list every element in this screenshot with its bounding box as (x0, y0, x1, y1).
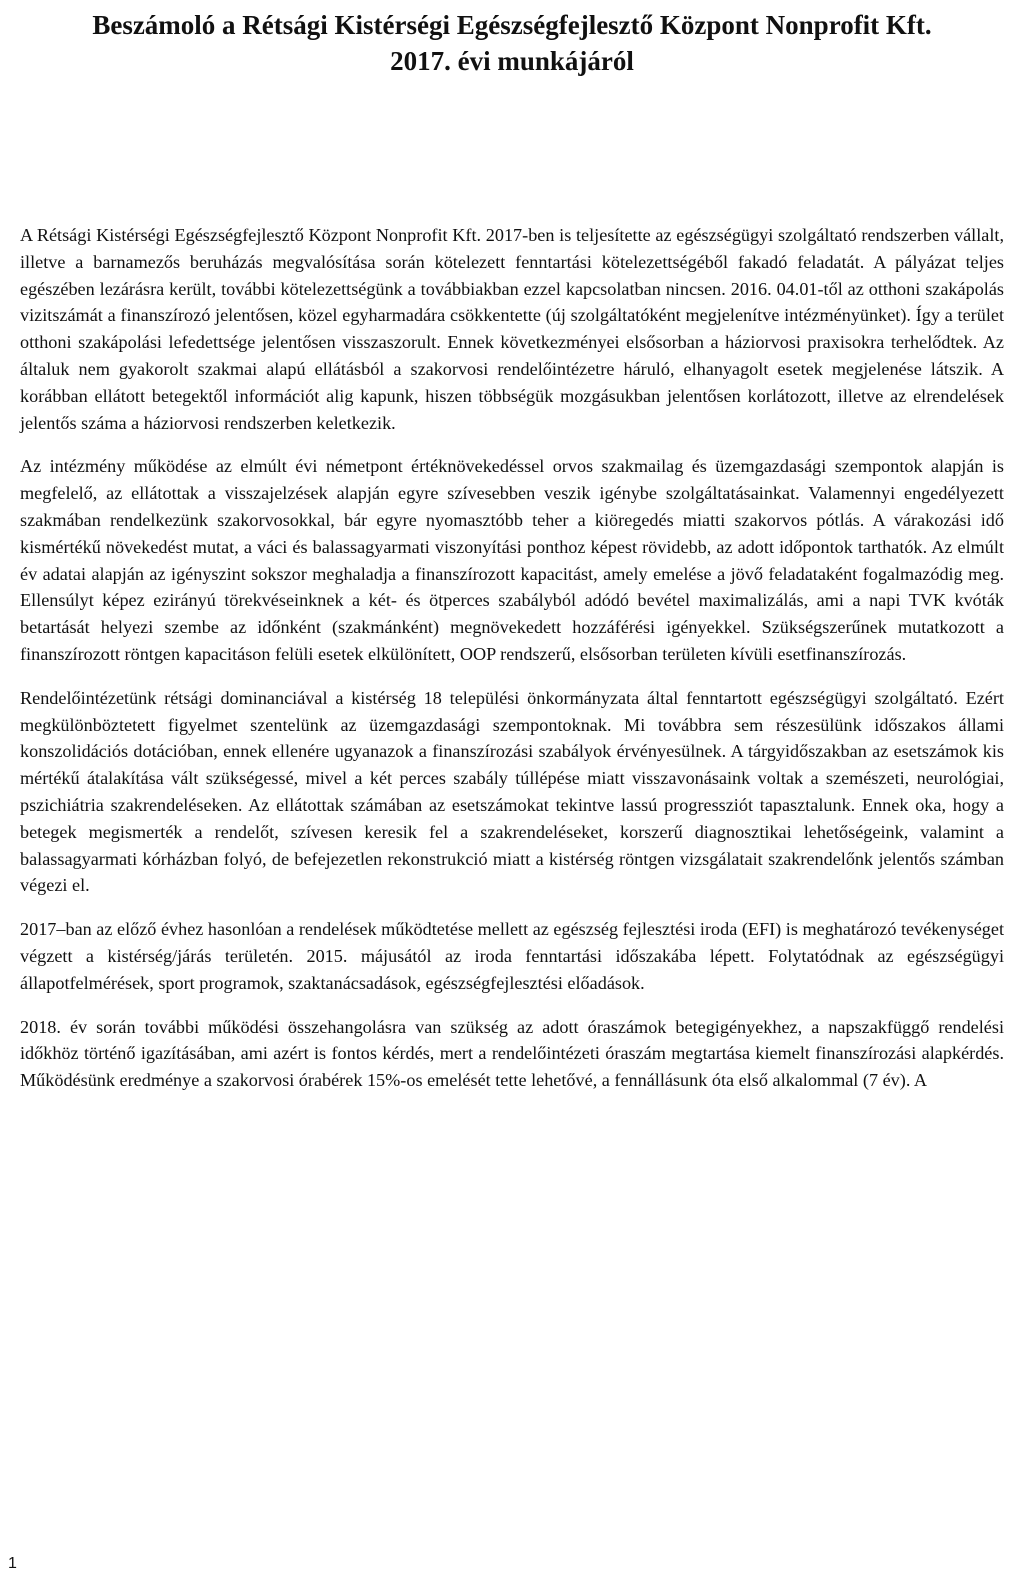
paragraph-2: Az intézmény működése az elmúlt évi németpont értéknövekedéssel orvos szakmailag és üzemgazdasági szempontok alapján is megfelelő, az ellátottak a visszajelzések alapján egyre szívesebben veszik igénybe szolgáltatásainkat. Valamennyi engedélyezett szakmában rendelkezünk szakorvosokkal, bár egyre nyomasztóbb teher a kiöregedés miatti szakorvos pótlás. A várakozási idő kismértékű növekedést mutat, a váci és balassagyarmati viszonyítási ponthoz képest rövidebb, az adott időpontok tarthatók. Az elmúlt év adatai alapján az igényszint sokszor meghaladja a finanszírozott kapacitást, amely emelése a jövő feladataként fogalmazódig meg. Ellensúlyt képez ezirányú törekvéseinknek a két- és ötperces szabályból adódó bevétel maximalizálás, ami a napi TVK kvóták betartását helyezi szembe az időnként (szakmánként) megnövekedett hozzáférési igényekkel. Szükségszerűnek mutatkozott a finanszírozott röntgen kapacitáson felüli esetek elkülönített, OOP rendszerű, elsősorban területen kívüli esetfinanszírozás. (20, 456, 1004, 664)
page-number: 1 (8, 1555, 17, 1572)
paragraph-3: Rendelőintézetünk rétsági dominanciával a kistérség 18 települési önkormányzata által fenntartott egészségügyi szolgáltató. Ezért megkülönböztetett figyelmet szentelünk az üzemgazdasági szempontoknak. Mi továbbra sem részesülünk időszakos állami konszolidációs dotációban, ennek ellenére ugyanazok a finanszírozási szabályok érvényesülnek. A tárgyidőszakban az esetszámok kis mértékű átalakítása vált szükségessé, mivel a két perces szabály túllépése miatt visszavonásaink voltak a szemészeti, neurológiai, pszichiátria szakrendeléseken. Az ellátottak számában az esetszámokat tekintve lassú progressziót tapasztalunk. Ennek oka, hogy a betegek megismerték a rendelőt, szívesen keresik fel a szakrendeléseket, korszerű diagnosztikai lehetőségeink, valamint a balassagyarmati kórházban folyó, de befejezetlen rekonstrukció miatt a kistérség röntgen vizsgálatait szakrendelőnk jelentős számban végezi el. (20, 687, 1004, 896)
paragraph-1: A Rétsági Kistérségi Egészségfejlesztő Központ Nonprofit Kft. 2017-ben is teljesítette az egészségügyi szolgáltató rendszerben vállalt, illetve a barnamezős beruházás megvalósítása során kötelezett fenntartási kötelezettségéből fakadó feladatát. A pályázat teljes egészében lezárásra került, további kötelezettségünk a továbbiakban ezzel kapcsolatban nincsen. 2016. 04.01-től az otthoni szakápolás vizitszámát a finanszírozó jelentősen, közel egyharmadára csökkentette (új szolgáltatóként megjelenítve intézményünket). Így a terület otthoni szakápolási lefedettsége jelentősen visszaszorult. Ennek következményei elsősorban a háziorvosi praxisokra terhelődtek. Az általuk nem gyakorolt szakmai alapú ellátásból a szakorvosi rendelőintézetre háruló, elhanyagolt esetek megjelenése látszik. A korábban ellátott betegektől információt alig kapunk, hiszen többségük mozgásukban jelentősen korlátozott, illetve az elrendelések jelentős száma a háziorvosi rendszerben keletkezik. (20, 225, 1004, 433)
document-title-line-1: Beszámoló a Rétsági Kistérségi Egészségfejlesztő Központ Nonprofit Kft. (92, 10, 932, 40)
paragraph-5: 2018. év során további működési összehangolásra van szükség az adott óraszámok betegigényekhez, a napszakfüggő rendelési időkhöz történő igazításában, ami azért is fontos kérdés, mert a rendelőintézeti óraszám megtartása kiemelt finanszírozási alapkérdés. Működésünk eredménye a szakorvosi órabérek 15%-os emelését tette lehetővé, a fennállásunk óta első alkalommal (7 év). A (20, 1016, 1004, 1091)
paragraph-4: 2017–ban az előző évhez hasonlóan a rendelések működtetése mellett az egészség fejlesztési iroda (EFI) is meghatározó tevékenységet végzett a kistérség/járás területén. 2015. májusától az iroda fenntartási időszakába lépett. Folytatódnak az egészségügyi állapotfelmérések, sport programok, szaktanácsadások, egészségfejlesztési előadások. (20, 919, 1004, 993)
document-body (20, 222, 1004, 1094)
document-title-line-2: 2017. évi munkájáról (390, 46, 634, 76)
